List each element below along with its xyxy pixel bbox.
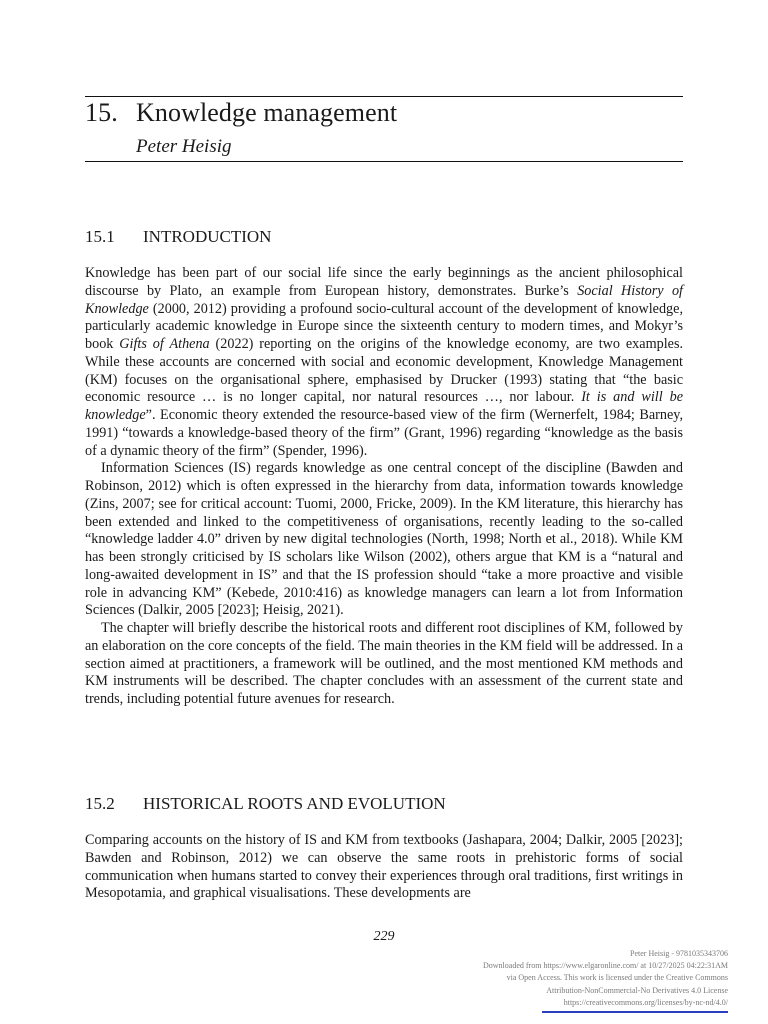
license-link[interactable]: https://creativecommons.org/licenses/by-nc-nd/4.0/ (563, 997, 728, 1007)
footer-line: Peter Heisig - 9781035343706 (630, 949, 728, 958)
italic-title: Social History of Knowledge (85, 282, 683, 317)
chapter-rule-bottom (85, 161, 683, 162)
introduction-body (85, 265, 683, 709)
section-title: HISTORICAL ROOTS AND EVOLUTION (143, 794, 446, 813)
paragraph: Information Sciences (IS) regards knowledge as one central concept of the discipline (Bawden and Robinson, 2012) which is often expressed in the hierarchy from data, information towards knowledge (Zins, 2007; see for critical account: Tuomi, 2000, Fricke, 2009). In the KM literature, this hierarchy has been extended and linked to the competitiveness of organisations, recently leading to the so-called “knowledge ladder 4.0” driven by new digital technologies (North, 1998; North et al., 2018). While KM has been strongly criticised by IS scholars like Wilson (2002), others argue that KM is a “natural and long-awaited development in IS” and that the IS profession should “take a more proactive and visible role in advancing KM” (Kebede, 2010:416) as knowledge managers can learn a lot from Information Sciences (Dalkir, 2005 [2023]; Heisig, 2021). (85, 460, 683, 619)
chapter-title-text: Knowledge management (136, 98, 398, 127)
chapter-number: 15. (85, 98, 118, 127)
download-footer (398, 948, 728, 1009)
text-run: (2022) reporting on the origins of the knowledge economy, are two examples. While these accounts are concerned with social and economic development, Knowledge Management (KM) focuses on the organisational sphere, emphasised by Drucker (1993) stating that “the basic economic resource … is no longer capital, nor natural resources …, nor labour. (85, 336, 684, 406)
text-run: (2000, 2012) providing a profound socio-cultural account of the development of knowledge, particularly academic knowledge in Europe since the sixteenth century to modern times, and Mokyr’s book (85, 300, 683, 352)
text-run: Knowledge has been part of our social life since the early beginnings as the ancient philosophical discourse by Plato, an example from European history, demonstrates. Burke’s (85, 265, 683, 299)
footer-line: via Open Access. This work is licensed under the Creative Commons (506, 973, 728, 983)
footer-line: Downloaded from https://www.elgaronline.com/ at 10/27/2025 04:22:31AM (482, 961, 728, 971)
section-number: 15.1 (85, 227, 115, 246)
section-number: 15.2 (85, 794, 115, 813)
italic-title: Gifts of Athena (119, 336, 210, 352)
license-link-underline (542, 1011, 728, 1013)
section-heading-introduction (85, 227, 271, 247)
paragraph: The chapter will briefly describe the historical roots and different root disciplines of KM, followed by an elaboration on the core concepts of the field. The main theories in the KM field will be addressed. In a section aimed at practitioners, a framework will be outlined, and the most mentioned KM methods and KM instruments will be described. The chapter concludes with an assessment of the current state and trends, including potential future avenues for research. (85, 620, 683, 707)
section-heading-historical-roots (85, 794, 446, 814)
paragraph: Comparing accounts on the history of IS and KM from textbooks (Jashapara, 2004; Dalkir, 2005 [2023]; Bawden and Robinson, 2012) we can observe the same roots in prehistoric forms of social communication when humans started to convey their experiences through oral traditions, first writings in Mesopotamia, and graphical visualisations. These developments are (85, 832, 683, 902)
text-run: ”. Economic theory extended the resource-based view of the firm (Wernerfelt, 1984; Barney, 1991) “towards a knowledge-based theory of the firm” (Grant, 1996) regarding “knowledge as the basis of a dynamic theory of the firm” (Spender, 1996). (85, 407, 683, 459)
italic-quote: It is and will be knowledge (85, 389, 683, 423)
footer-line: Attribution-NonCommercial-No Derivatives 4.0 License (546, 985, 728, 995)
chapter-title (85, 98, 397, 128)
paragraph (85, 265, 683, 460)
section-title: INTRODUCTION (143, 227, 272, 246)
page-number: 229 (373, 929, 395, 944)
chapter-rule-top (85, 96, 683, 97)
chapter-author: Peter Heisig (136, 136, 232, 157)
historical-roots-body (85, 832, 683, 903)
